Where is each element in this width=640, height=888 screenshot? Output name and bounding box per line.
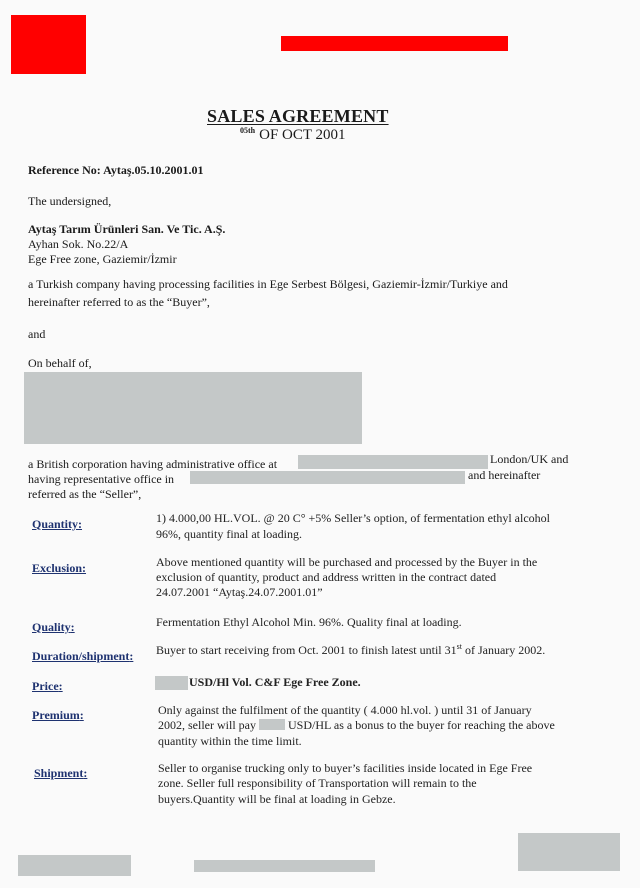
seller-description-line1a: a British corporation having administrative office at <box>28 457 278 471</box>
redaction-header <box>281 36 508 51</box>
quantity-line1: 1) 4.000,00 HL.VOL. @ 20 C° +5% Seller’s option, of fermentation ethyl alcohol <box>156 511 550 525</box>
agreement-date: $^{05th}$ OF OCT 2001 <box>240 126 346 143</box>
page-title: SALES AGREEMENT <box>207 106 389 126</box>
premium-label: Premium: <box>32 708 84 722</box>
exclusion-line1: Above mentioned quantity will be purchased and processed by the Buyer in the <box>156 555 538 569</box>
buyer-description-line1: a Turkish company having processing facilities in Ege Serbest Bölgesi, Gaziemir-İzmir/Turkiye and <box>28 277 508 291</box>
exclusion-line3: 24.07.2001 “Aytaş.24.07.2001.01” <box>156 585 323 599</box>
seller-description-line3: referred as the “Seller”, <box>28 487 142 501</box>
redaction-seller-block <box>24 372 362 444</box>
shipment-line3: buyers.Quantity will be final at loading in Gebze. <box>158 792 396 806</box>
and-text: and <box>28 327 46 341</box>
duration-line1: Buyer to start receiving from Oct. 2001 to finish latest until 31st of January 2002. <box>156 642 546 657</box>
seller-description-line2b: and hereinafter <box>468 468 541 482</box>
price-label: Price: <box>32 679 63 693</box>
price-value: USD/Hl Vol. C&F Ege Free Zone. <box>189 675 361 689</box>
premium-line3: quantity within the time limit. <box>158 734 302 748</box>
buyer-name: Aytaş Tarım Ürünleri San. Ve Tic. A.Ş. <box>28 222 226 236</box>
redaction-price <box>155 676 188 690</box>
duration-label: Duration/shipment: <box>32 649 134 663</box>
premium-line2: 2002, seller will pay USD/HL as a bonus to the buyer for reaching the above <box>158 718 555 732</box>
buyer-address-line2: Ege Free zone, Gaziemir/İzmir <box>28 252 177 266</box>
premium-line1: Only against the fulfilment of the quantity ( 4.000 hl.vol. ) until 31 of January <box>158 703 532 717</box>
shipment-label: Shipment: <box>34 766 88 780</box>
redaction-representative-office <box>190 471 465 484</box>
shipment-line1: Seller to organise trucking only to buyer’s facilities inside located in Ege Free <box>158 761 533 775</box>
exclusion-label: Exclusion: <box>32 561 87 575</box>
seller-description-line1b: London/UK and <box>490 452 569 466</box>
quality-line1: Fermentation Ethyl Alcohol Min. 96%. Quality final at loading. <box>156 615 462 629</box>
quantity-line2: 96%, quantity final at loading. <box>156 527 302 541</box>
redaction-logo <box>11 15 86 74</box>
buyer-description-line2: hereinafter referred to as the “Buyer”, <box>28 295 210 309</box>
reference-number: Reference No: Aytaş.05.10.2001.01 <box>28 163 204 177</box>
redaction-footer-left <box>18 855 131 876</box>
quality-label: Quality: <box>32 620 75 634</box>
shipment-line2: zone. Seller full responsibility of Transportation will remain to the <box>158 776 477 790</box>
redaction-seller-address <box>298 455 488 469</box>
seller-description-line2a: having representative office in <box>28 472 175 486</box>
buyer-address-line1: Ayhan Sok. No.22/A <box>28 237 129 251</box>
undersigned-text: The undersigned, <box>28 194 112 208</box>
redaction-footer-right <box>518 833 620 871</box>
on-behalf-text: On behalf of, <box>28 356 92 370</box>
redaction-bonus-amount <box>259 719 285 730</box>
redaction-footer-center <box>194 860 375 872</box>
exclusion-line2: exclusion of quantity, product and address written in the contract dated <box>156 570 497 584</box>
quantity-label: Quantity: <box>32 517 83 531</box>
